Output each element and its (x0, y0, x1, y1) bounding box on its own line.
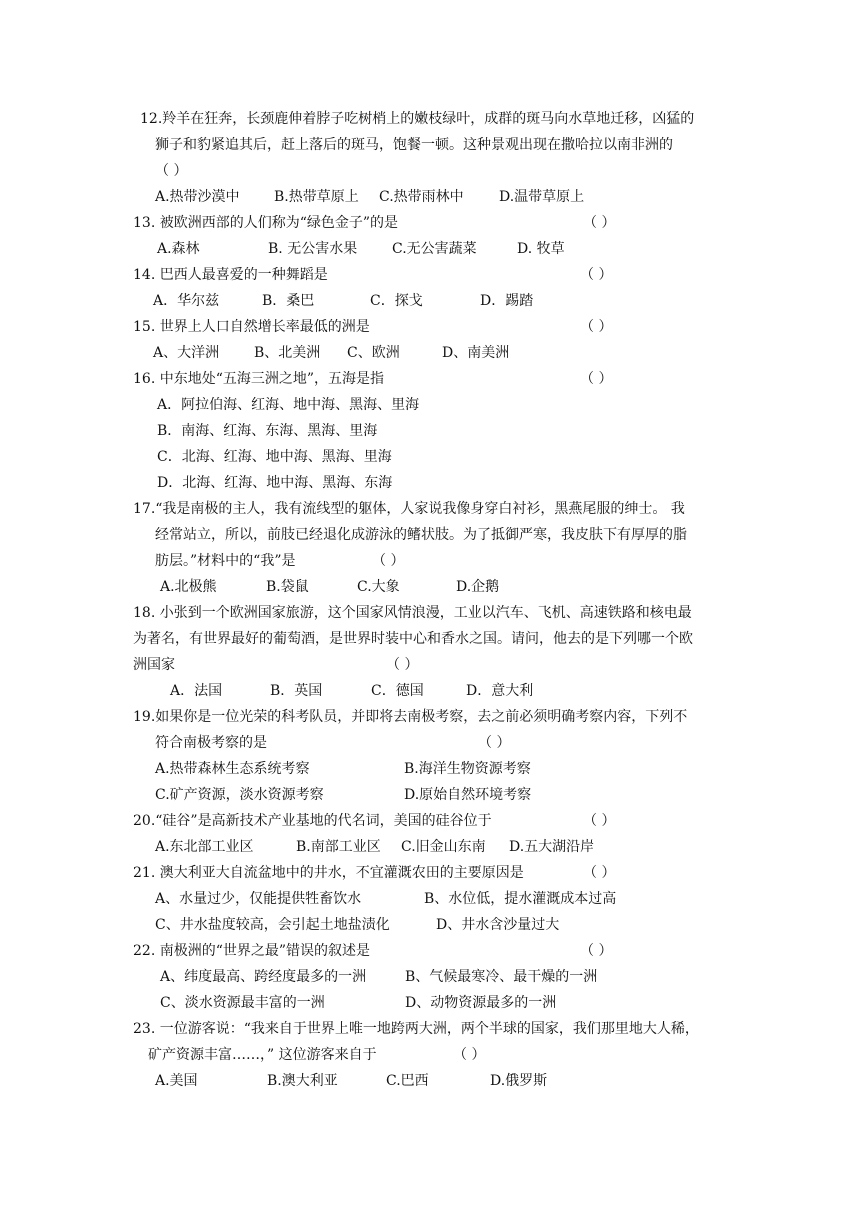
question-14-option-b: B．桑巴 (262, 293, 315, 309)
question-21-stem: 21. 澳大利亚大自流盆地中的井水，不宜灌溉农田的主要原因是 (133, 865, 524, 881)
question-21-option-a: A、水量过少，仅能提供牲畜饮水 (155, 891, 362, 907)
question-22-option-b: B、气候最寒冷、最干燥的一洲 (405, 969, 598, 985)
question-23-option-b: B.澳大利亚 (267, 1073, 338, 1089)
question-21-answer-blank: （ ） (583, 865, 616, 881)
question-12-option-d: D.温带草原上 (499, 189, 585, 205)
question-12-answer-blank: （ ） (155, 163, 188, 179)
question-19-answer-blank: （ ） (478, 735, 511, 751)
question-19-option-d: D.原始自然环境考察 (404, 787, 532, 803)
question-21-option-c: C、井水盐度较高，会引起土地盐渍化 (155, 917, 390, 933)
question-18-option-a: A．法国 (170, 683, 223, 699)
question-17-option-c: C.大象 (357, 579, 400, 595)
question-21-option-d: D、井水含沙量过大 (436, 917, 560, 933)
question-14-answer-blank: （ ） (580, 267, 613, 283)
question-16-option-a: A．阿拉伯海、红海、地中海、黑海、里海 (157, 397, 420, 413)
question-20-stem: 20.“硅谷”是高新技术产业基地的代名词，美国的硅谷位于 (133, 813, 492, 829)
question-18-option-d: D．意大利 (466, 683, 534, 699)
question-20-option-a: A.东北部工业区 (155, 839, 254, 855)
question-23-option-c: C.巴西 (386, 1073, 429, 1089)
question-12-option-b: B.热带草原上 (274, 189, 359, 205)
question-15-answer-blank: （ ） (580, 319, 613, 335)
question-20-option-c: C.旧金山东南 (401, 839, 486, 855)
question-20-option-b: B.南部工业区 (296, 839, 381, 855)
question-23-line-1: 23. 一位游客说：“我来自于世界上唯一地跨两大洲，两个半球的国家，我们那里地大人稀， (133, 1021, 699, 1037)
question-15-option-d: D、南美洲 (442, 345, 510, 361)
question-23-answer-blank: （ ） (453, 1047, 486, 1063)
question-15-option-b: B、北美洲 (254, 345, 321, 361)
question-16-option-d: D．北海、红海、地中海、黑海、东海 (157, 475, 393, 491)
question-15-option-c: C、欧洲 (347, 345, 400, 361)
question-22-answer-blank: （ ） (580, 943, 613, 959)
question-13-option-c: C.无公害蔬菜 (392, 241, 477, 257)
question-13-option-b: B. 无公害水果 (268, 241, 358, 257)
question-12-line-2: 狮子和豹紧追其后，赶上落后的斑马，饱餐一顿。这种景观出现在撒哈拉以南非洲的 (155, 137, 673, 153)
question-18-option-c: C．德国 (371, 683, 424, 699)
question-12-option-a: A.热带沙漠中 (155, 189, 240, 205)
question-20-option-d: D.五大湖沿岸 (509, 839, 595, 855)
question-19-line-1: 19.如果你是一位光荣的科考队员，并即将去南极考察，去之前必须明确考察内容，下列不 (133, 709, 688, 725)
question-13-stem: 13. 被欧洲西部的人们称为“绿色金子”的是 (133, 215, 399, 231)
question-22-option-a: A、纬度最高、跨经度最多的一洲 (160, 969, 367, 985)
question-16-stem: 16. 中东地处“五海三洲之地”，五海是指 (133, 371, 385, 387)
question-19-option-c: C.矿产资源，淡水资源考察 (155, 787, 324, 803)
question-22-option-c: C、淡水资源最丰富的一洲 (160, 995, 325, 1011)
question-18-line-3: 洲国家 (133, 657, 175, 673)
question-19-line-2: 符合南极考察的是 (155, 735, 267, 751)
question-18-line-2: 为著名，有世界最好的葡萄酒，是世界时装中心和香水之国。请问，他去的是下列哪一个欧 (133, 631, 693, 647)
question-12-option-c: C.热带雨林中 (379, 189, 464, 205)
question-20-answer-blank: （ ） (583, 813, 616, 829)
question-16-option-c: C．北海、红海、地中海、黑海、里海 (157, 449, 392, 465)
question-14-option-d: D．踢踏 (480, 293, 534, 309)
question-18-answer-blank: （ ） (386, 657, 419, 673)
question-17-line-3: 肪层。”材料中的“我”是 (155, 553, 296, 569)
question-15-option-a: A、大洋洲 (153, 345, 220, 361)
question-19-option-b: B.海洋生物资源考察 (404, 761, 531, 777)
question-12-line-1: 12.羚羊在狂奔，长颈鹿伸着脖子吃树梢上的嫩枝绿叶，成群的斑马向水草地迁移，凶猛的 (140, 111, 695, 127)
question-22-option-d: D、动物资源最多的一洲 (405, 995, 557, 1011)
question-17-option-a: A.北极熊 (160, 579, 217, 595)
question-17-option-d: D.企鹅 (456, 579, 500, 595)
question-17-line-2: 经常站立，所以，前肢已经退化成游泳的鳍状肢。为了抵御严寒，我皮肤下有厚厚的脂 (155, 527, 687, 543)
question-17-option-b: B.袋鼠 (266, 579, 309, 595)
question-22-stem: 22. 南极洲的“世界之最”错误的叙述是 (133, 943, 371, 959)
question-18-line-1: 18. 小张到一个欧洲国家旅游，这个国家风情浪漫，工业以汽车、飞机、高速铁路和核电最 (133, 605, 692, 621)
question-19-option-a: A.热带森林生态系统考察 (155, 761, 310, 777)
question-13-answer-blank: （ ） (583, 215, 616, 231)
question-23-option-d: D.俄罗斯 (490, 1073, 548, 1089)
question-21-option-b: B、水位低，提水灌溉成本过高 (424, 891, 617, 907)
question-14-option-c: C．探戈 (370, 293, 423, 309)
question-14-stem: 14. 巴西人最喜爱的一种舞蹈是 (133, 267, 328, 283)
question-14-option-a: A．华尔兹 (153, 293, 220, 309)
question-16-option-b: B．南海、红海、东海、黑海、里海 (157, 423, 378, 439)
question-23-line-2: 矿产资源丰富……，” 这位游客来自于 (148, 1047, 377, 1063)
question-17-line-1: 17.“我是南极的主人，我有流线型的躯体，人家说我像身穿白衬衫，黑燕尾服的绅士。 我 (133, 501, 685, 517)
question-18-option-b: B．英国 (270, 683, 323, 699)
question-13-option-a: A.森林 (157, 241, 200, 257)
question-23-option-a: A.美国 (155, 1073, 198, 1089)
question-15-stem: 15. 世界上人口自然增长率最低的洲是 (133, 319, 370, 335)
question-17-answer-blank: （ ） (372, 553, 405, 569)
question-16-answer-blank: （ ） (580, 371, 613, 387)
question-13-option-d: D. 牧草 (517, 241, 565, 257)
